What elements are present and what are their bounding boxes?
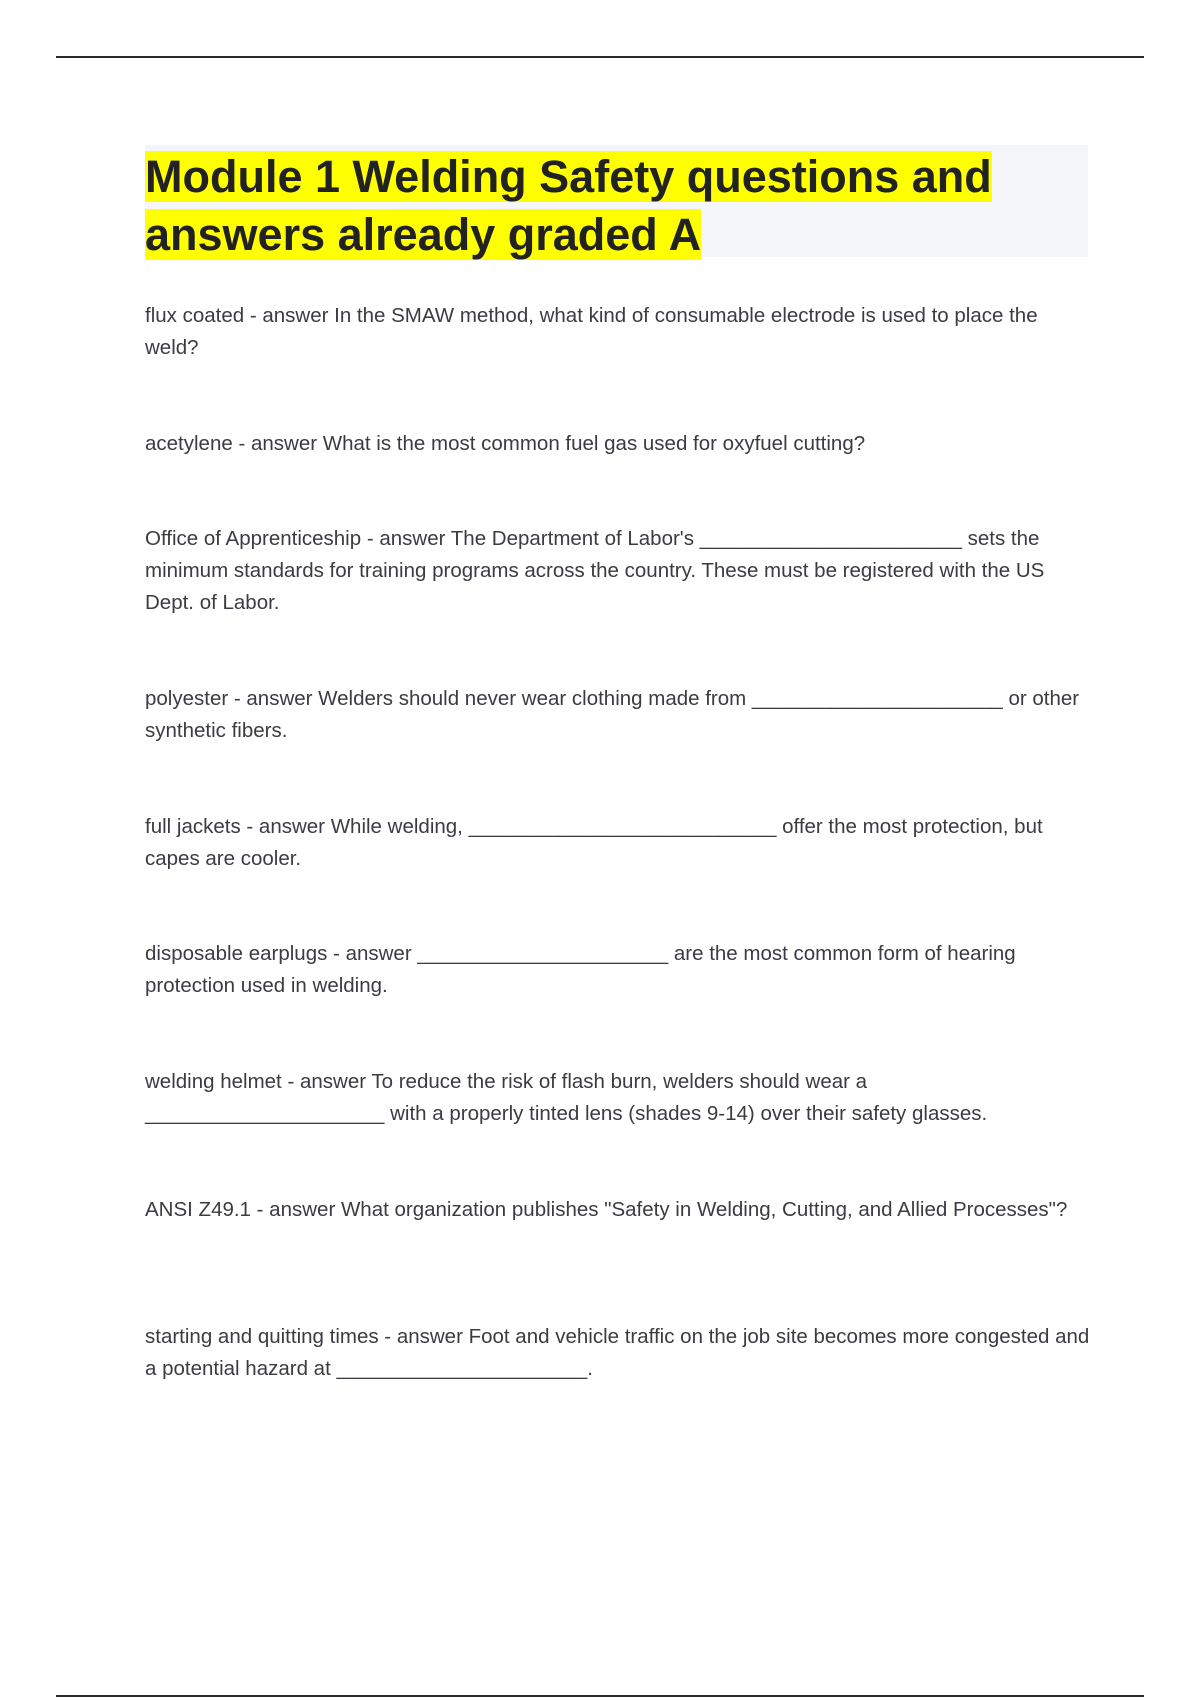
qa-item: Office of Apprenticeship - answer The Department of Labor's _______________________ sets the minimum standards for training programs across the country. These must be registered with the US Dept. of Labor.	[145, 527, 1045, 614]
document-title-text: Module 1 Welding Safety questions and answers already graded A	[145, 151, 992, 260]
document-title	[145, 148, 1075, 264]
qa-item: ANSI Z49.1 - answer What organization publishes "Safety in Welding, Cutting, and Allied Processes"?	[145, 1198, 1068, 1221]
qa-item: flux coated - answer In the SMAW method, what kind of consumable electrode is used to place the weld?	[145, 304, 1038, 359]
qa-item: welding helmet - answer To reduce the risk of flash burn, welders should wear a _____________________ with a properly tinted lens (shades 9-14) over their safety glasses.	[145, 1070, 988, 1125]
qa-item: disposable earplugs - answer ______________________ are the most common form of hearing protection used in welding.	[145, 942, 1016, 997]
qa-item: starting and quitting times - answer Foot and vehicle traffic on the job site becomes more congested and a potential hazard at ______________________.	[145, 1325, 1090, 1380]
qa-item: acetylene - answer What is the most common fuel gas used for oxyfuel cutting?	[145, 432, 866, 455]
qa-item: polyester - answer Welders should never wear clothing made from ______________________ or other synthetic fibers.	[145, 687, 1080, 742]
qa-item: full jackets - answer While welding, ___________________________ offer the most protection, but capes are cooler.	[145, 815, 1043, 870]
bottom-rule	[56, 1695, 1144, 1697]
top-rule	[56, 56, 1144, 58]
